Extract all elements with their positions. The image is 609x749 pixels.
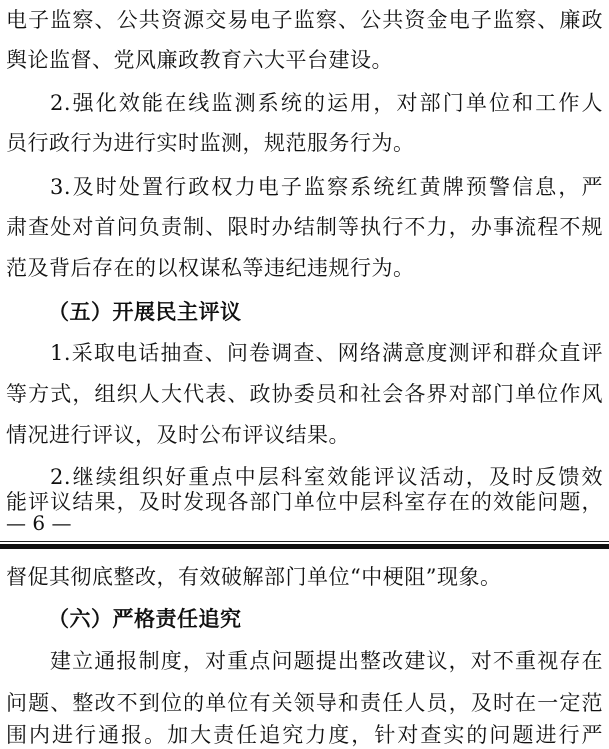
divider-thin-rule [0, 541, 609, 542]
text-line: 能评议结果，及时发现各部门单位中层科室存在的效能问题， [6, 490, 603, 514]
text-line: 2.继续组织好重点中层科室效能评议活动，及时反馈效 [50, 465, 603, 489]
text-line: 问题、整改不到位的单位有关领导和责任人员，及时在一定范 [6, 691, 603, 715]
page-number: — 6 — [6, 511, 72, 535]
text-line: 肃查处对首问负责制、限时办结制等执行不力，办事流程不规 [6, 215, 603, 239]
divider-thick-rule [0, 544, 609, 549]
section-heading: （六）严格责任追究 [48, 606, 242, 631]
text-line: 范及背后存在的以权谋私等违纪违规行为。 [6, 256, 415, 280]
text-line: 1.采取电话抽查、问卷调查、网络满意度测评和群众直评 [50, 341, 603, 365]
lower-page [0, 550, 609, 749]
section-heading: （五）开展民主评议 [48, 299, 242, 324]
text-line: 督促其彻底整改，有效破解部门单位“中梗阻”现象。 [6, 565, 502, 589]
text-line: 建立通报制度，对重点问题提出整改建议，对不重视存在 [50, 649, 603, 673]
text-line: 员行政行为进行实时监测，规范服务行为。 [6, 131, 415, 155]
text-line: 电子监察、公共资源交易电子监察、公共资金电子监察、廉政 [6, 8, 603, 32]
page-divider [0, 540, 609, 550]
text-line: 等方式，组织人大代表、政协委员和社会各界对部门单位作风 [6, 382, 603, 406]
text-line: 围内进行通报。加大责任追究力度，针对查实的问题进行严 [6, 723, 603, 747]
text-line: 3.及时处置行政权力电子监察系统红黄牌预警信息，严 [50, 175, 603, 199]
text-line: 舆论监督、党风廉政教育六大平台建设。 [6, 48, 393, 72]
text-line: 2.强化效能在线监测系统的运用，对部门单位和工作人 [50, 91, 603, 115]
text-line: 情况进行评议，及时公布评议结果。 [6, 423, 350, 447]
